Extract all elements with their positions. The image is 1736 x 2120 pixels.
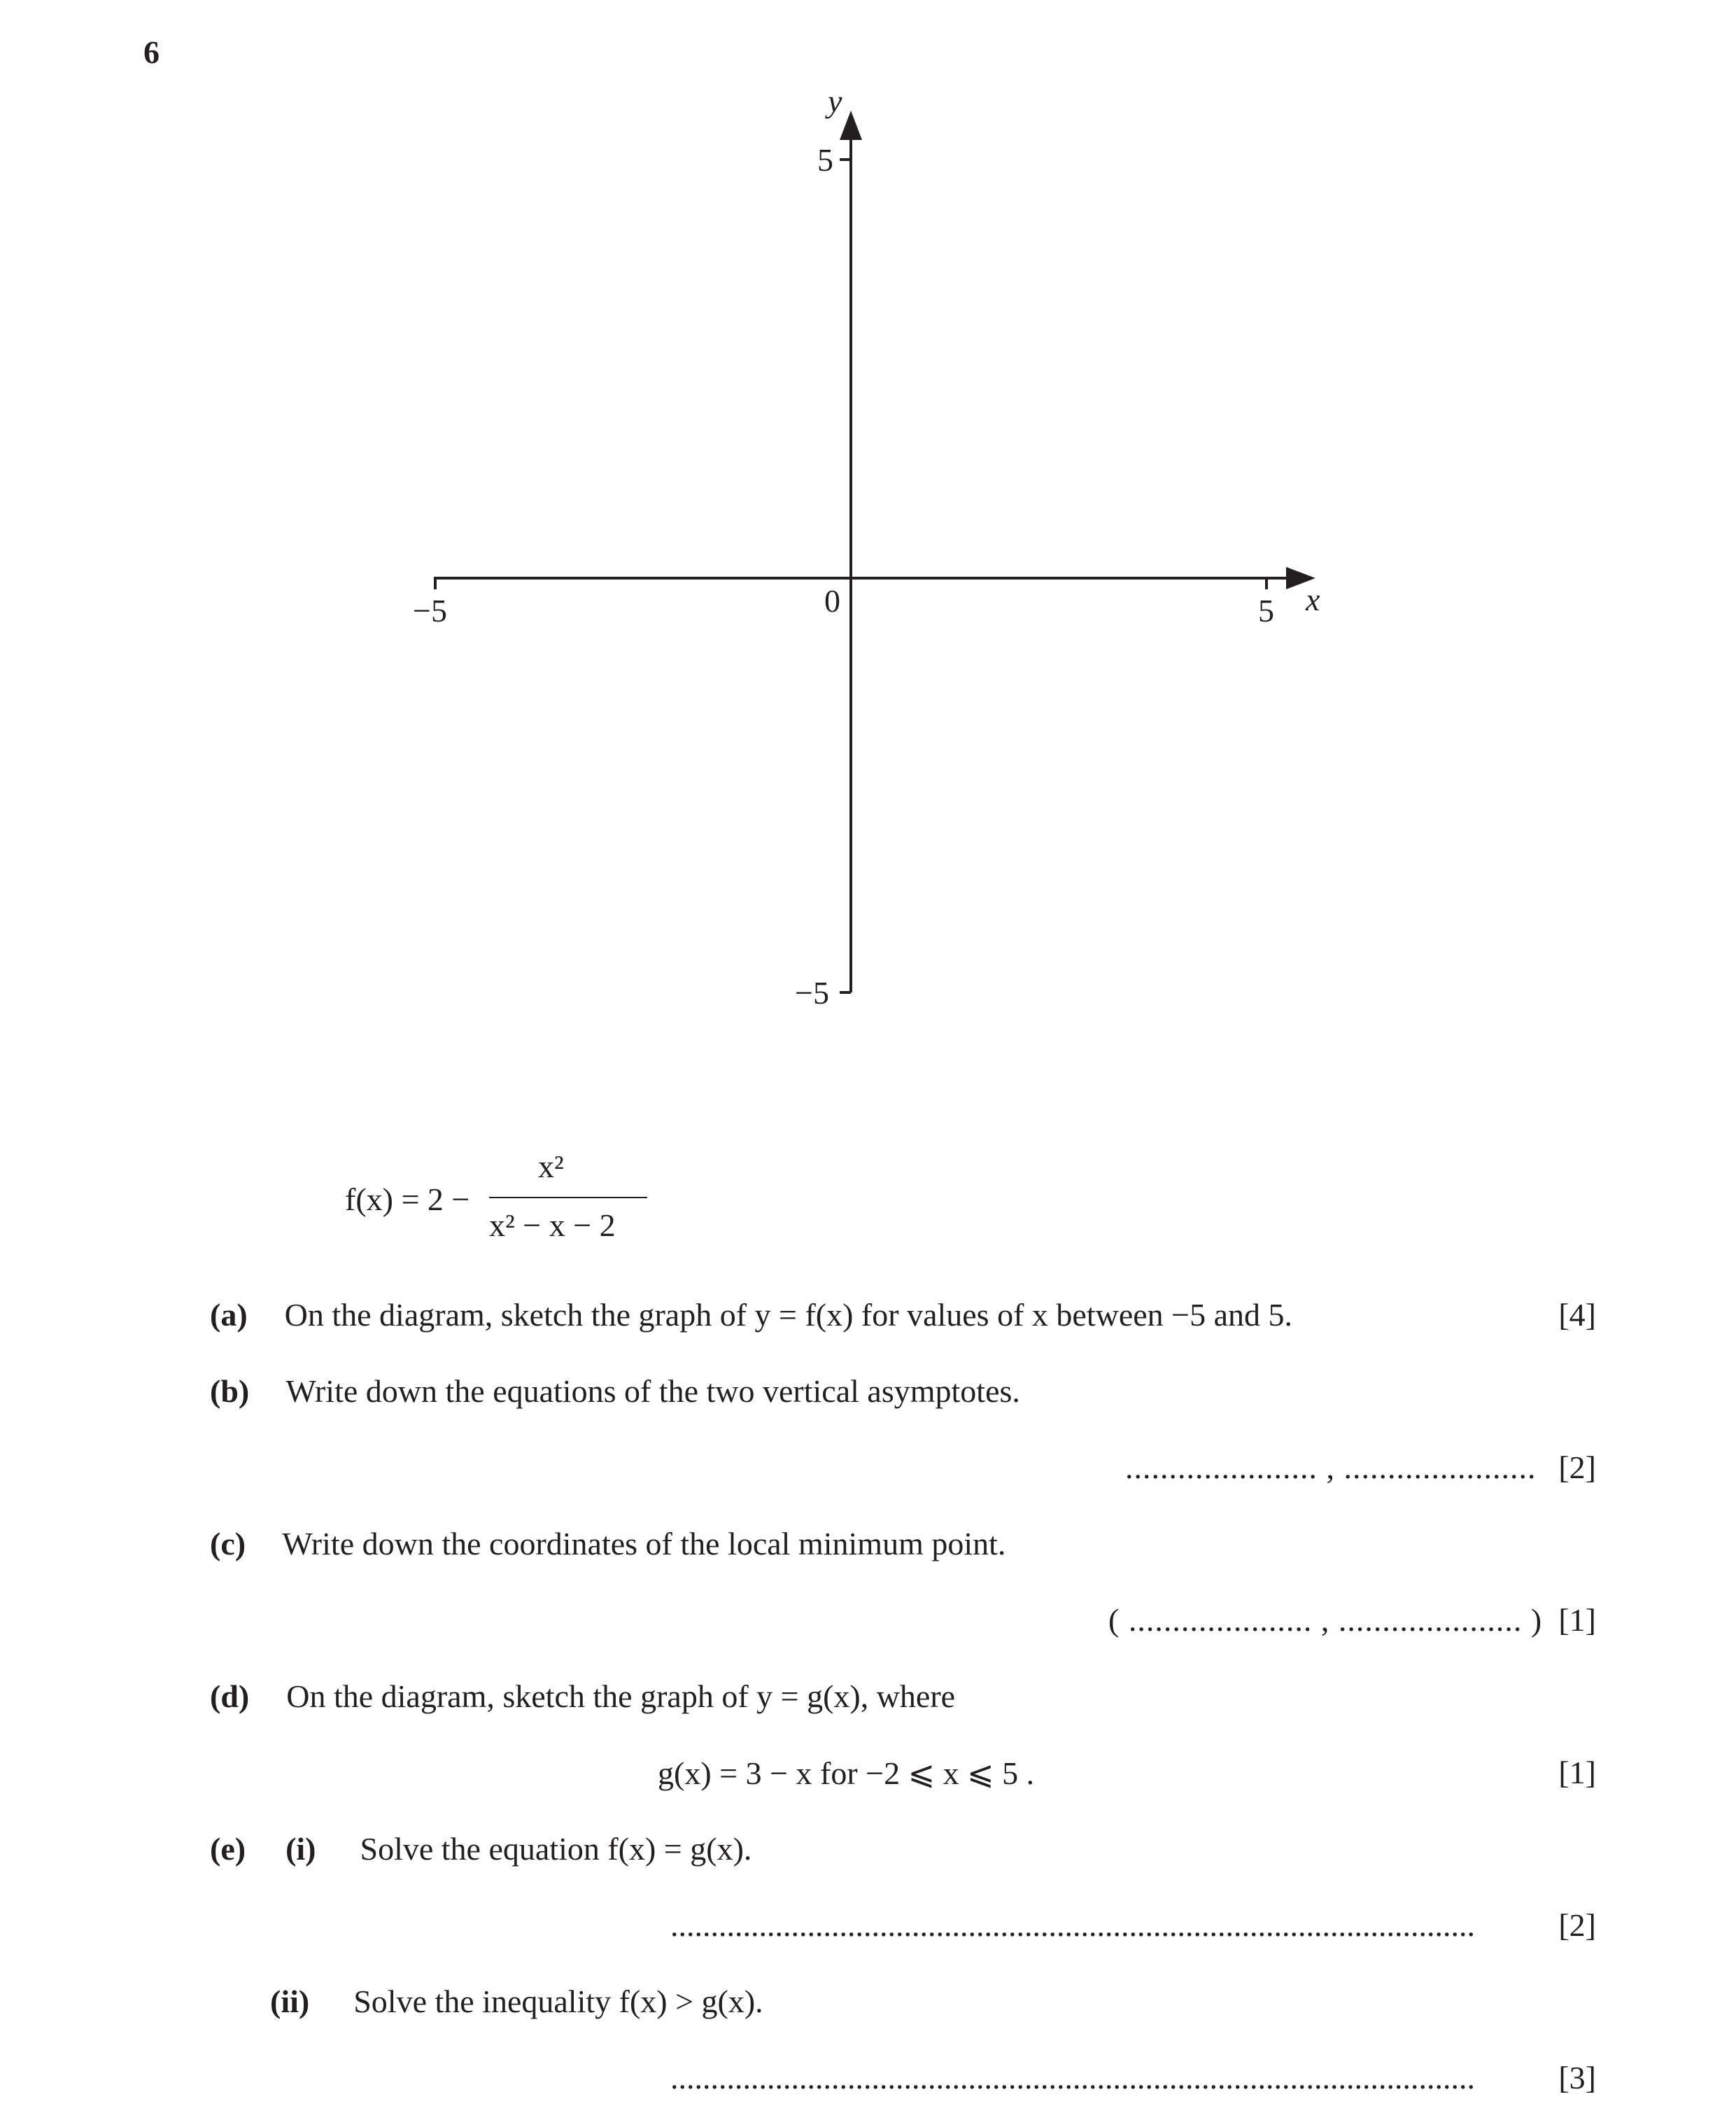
page-number: 6 <box>143 34 160 70</box>
question-d-label: (d) <box>210 1678 250 1714</box>
y-tick-label-minus5: −5 <box>795 975 829 1011</box>
question-e-i <box>210 1830 751 1867</box>
question-e-label: (e) <box>210 1831 246 1867</box>
question-c-text: Write down the coordinates of the local minimum point. <box>282 1526 1006 1561</box>
origin-label: 0 <box>824 583 840 619</box>
question-d-marks: [1] <box>1558 1755 1596 1790</box>
question-e-i-answer-line[interactable]: .................................................................................................... <box>670 1907 1475 1943</box>
question-d <box>210 1678 955 1715</box>
function-lhs: f(x) = 2 − <box>345 1181 470 1217</box>
question-a-label: (a) <box>210 1297 248 1333</box>
fraction-numerator: x² <box>538 1149 564 1184</box>
question-a-marks: [4] <box>1558 1297 1596 1333</box>
question-c <box>210 1525 1005 1562</box>
question-e-ii-answer-line[interactable]: .................................................................................................... <box>670 2060 1475 2096</box>
axes-diagram <box>0 0 1736 1050</box>
question-b <box>210 1373 1020 1410</box>
question-d-text: On the diagram, sketch the graph of y = g(x), where <box>286 1678 956 1714</box>
question-d-equation: g(x) = 3 − x for −2 ⩽ x ⩽ 5 . <box>658 1755 1035 1791</box>
question-e-i-text: Solve the equation f(x) = g(x). <box>360 1831 752 1867</box>
question-b-answer-line[interactable]: ...................... , ...................... <box>1125 1449 1537 1485</box>
function-definition <box>345 1148 709 1246</box>
y-axis-arrowhead <box>840 111 862 140</box>
question-e-ii-label: (ii) <box>270 1984 310 2019</box>
question-b-label: (b) <box>210 1373 250 1409</box>
question-e-i-marks: [2] <box>1558 1907 1596 1943</box>
question-e-ii-text: Solve the inequality f(x) > g(x). <box>353 1984 763 2019</box>
question-c-label: (c) <box>210 1526 246 1561</box>
y-axis-label: y <box>828 83 842 119</box>
x-axis-label: x <box>1306 582 1320 617</box>
question-c-answer-line[interactable]: ( ..................... , ..................... ) <box>1108 1602 1543 1638</box>
x-tick-label-minus5: −5 <box>413 593 447 629</box>
question-b-text: Write down the equations of the two vertical asymptotes. <box>285 1373 1020 1409</box>
x-tick-label-5: 5 <box>1258 593 1274 629</box>
question-e-ii <box>270 1983 763 2020</box>
question-e-i-label: (i) <box>285 1831 316 1867</box>
question-c-marks: [1] <box>1558 1602 1596 1638</box>
y-tick-label-5: 5 <box>817 142 833 178</box>
fraction-denominator: x² − x − 2 <box>489 1207 616 1243</box>
fraction-bar <box>489 1197 647 1198</box>
question-b-marks: [2] <box>1558 1449 1596 1485</box>
question-a <box>210 1296 1292 1333</box>
question-e-ii-marks: [3] <box>1558 2060 1596 2096</box>
question-a-text: On the diagram, sketch the graph of y = f(x) for values of x between −5 and 5. <box>284 1297 1293 1333</box>
